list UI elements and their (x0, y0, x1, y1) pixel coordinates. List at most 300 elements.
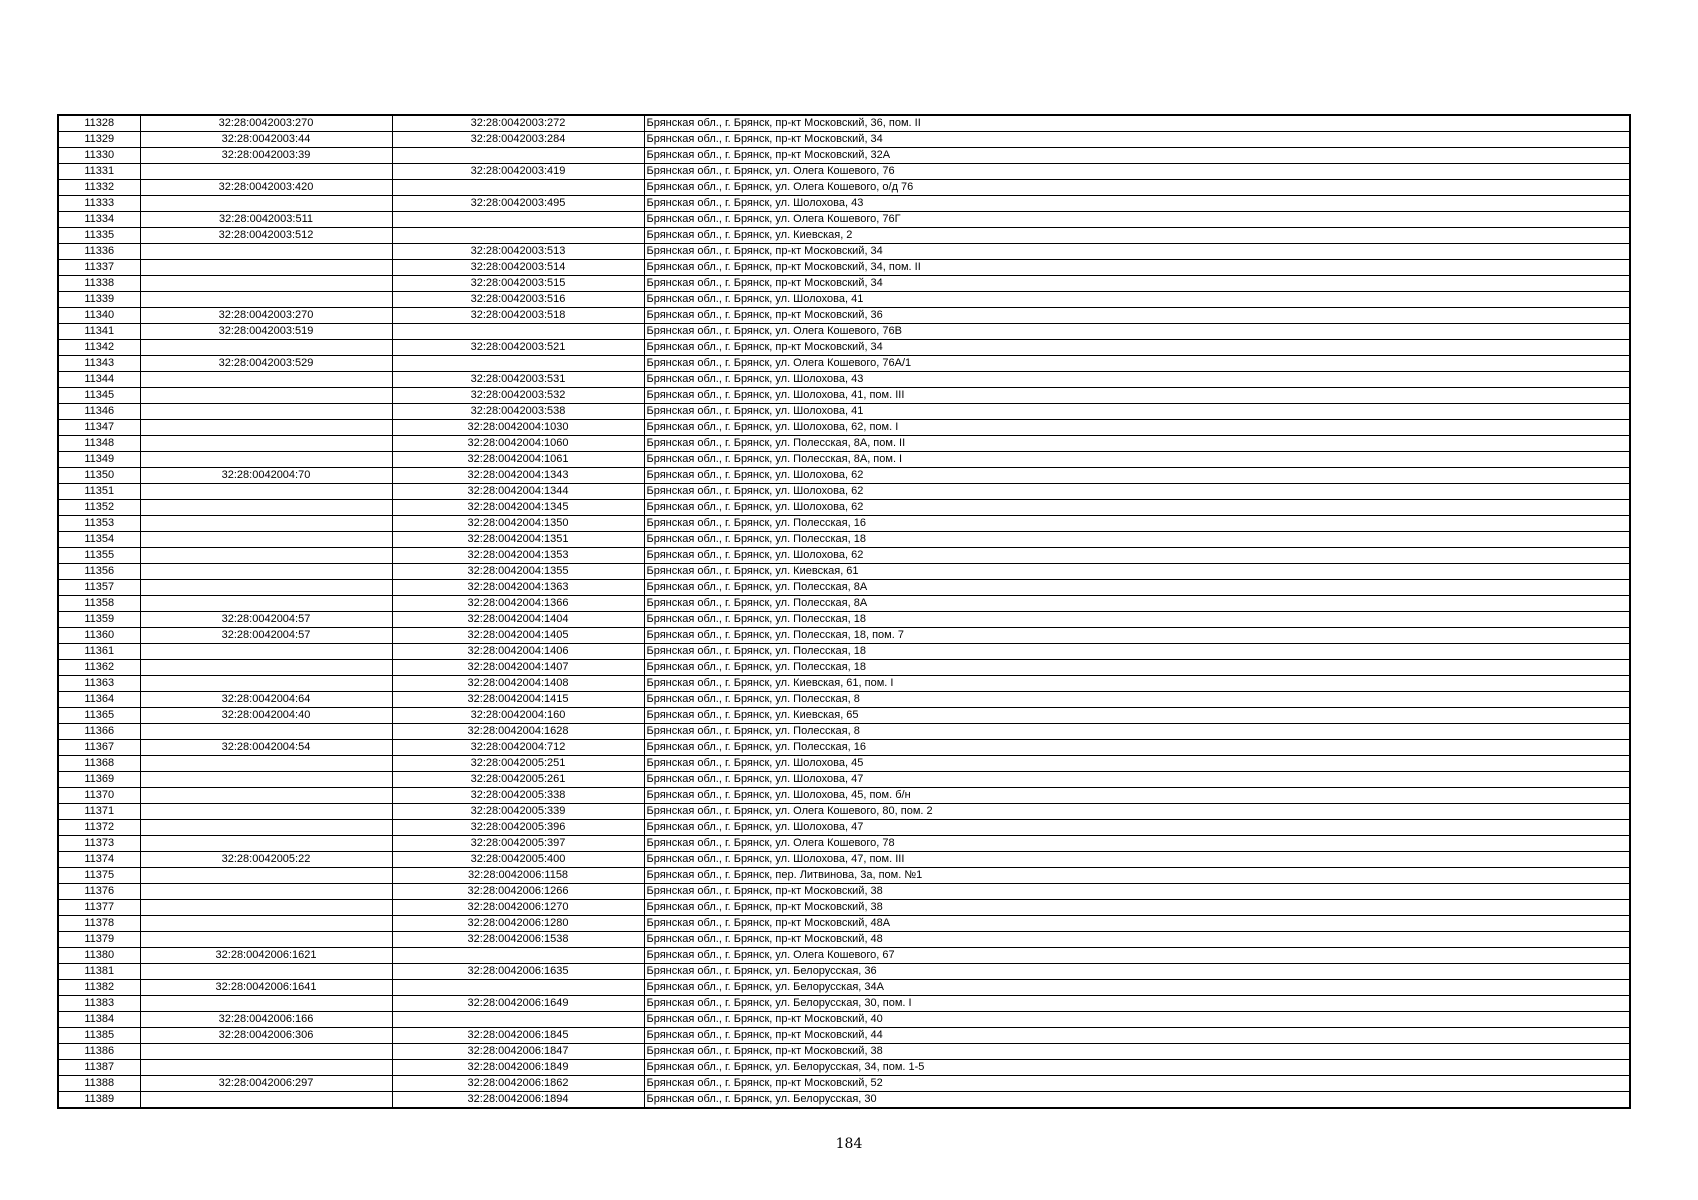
object-cadastral-cell: 32:28:0042004:1404 (392, 612, 644, 628)
table-row (58, 548, 1630, 564)
table-row (58, 404, 1630, 420)
object-cadastral-cell: 32:28:0042006:1894 (392, 1092, 644, 1109)
table-row (58, 564, 1630, 580)
object-cadastral-cell: 32:28:0042005:338 (392, 788, 644, 804)
row-number-cell: 11345 (58, 388, 140, 404)
address-cell: Брянская обл., г. Брянск, ул. Белорусская, 30, пом. I (644, 996, 1630, 1012)
address-cell: Брянская обл., г. Брянск, ул. Киевская, 65 (644, 708, 1630, 724)
row-number-cell: 11352 (58, 500, 140, 516)
row-number-cell: 11362 (58, 660, 140, 676)
row-number-cell: 11366 (58, 724, 140, 740)
row-number-cell: 11374 (58, 852, 140, 868)
row-number-cell: 11332 (58, 180, 140, 196)
object-cadastral-cell: 32:28:0042004:1353 (392, 548, 644, 564)
land-plot-cadastral-cell (140, 388, 392, 404)
row-number-cell: 11381 (58, 964, 140, 980)
object-cadastral-cell: 32:28:0042006:1158 (392, 868, 644, 884)
row-number-cell: 11364 (58, 692, 140, 708)
address-cell: Брянская обл., г. Брянск, ул. Шолохова, 41 (644, 404, 1630, 420)
row-number-cell: 11359 (58, 612, 140, 628)
row-number-cell: 11353 (58, 516, 140, 532)
row-number-cell: 11365 (58, 708, 140, 724)
register-table-body (58, 115, 1630, 1108)
address-cell: Брянская обл., г. Брянск, ул. Шолохова, 45 (644, 756, 1630, 772)
object-cadastral-cell: 32:28:0042003:538 (392, 404, 644, 420)
address-cell: Брянская обл., г. Брянск, пр-кт Московский, 52 (644, 1076, 1630, 1092)
table-row (58, 212, 1630, 228)
land-plot-cadastral-cell: 32:28:0042003:270 (140, 308, 392, 324)
land-plot-cadastral-cell (140, 420, 392, 436)
object-cadastral-cell: 32:28:0042003:518 (392, 308, 644, 324)
table-row (58, 788, 1630, 804)
table-row (58, 324, 1630, 340)
table-row (58, 628, 1630, 644)
table-row (58, 772, 1630, 788)
land-plot-cadastral-cell: 32:28:0042006:297 (140, 1076, 392, 1092)
table-row (58, 180, 1630, 196)
row-number-cell: 11358 (58, 596, 140, 612)
address-cell: Брянская обл., г. Брянск, ул. Олега Кошевого, 76В (644, 324, 1630, 340)
address-cell: Брянская обл., г. Брянск, ул. Полесская, 16 (644, 740, 1630, 756)
row-number-cell: 11370 (58, 788, 140, 804)
address-cell: Брянская обл., г. Брянск, ул. Киевская, 61 (644, 564, 1630, 580)
row-number-cell: 11333 (58, 196, 140, 212)
row-number-cell: 11388 (58, 1076, 140, 1092)
address-cell: Брянская обл., г. Брянск, ул. Шолохова, 62 (644, 548, 1630, 564)
object-cadastral-cell: 32:28:0042004:1408 (392, 676, 644, 692)
table-row (58, 228, 1630, 244)
land-plot-cadastral-cell: 32:28:0042004:57 (140, 628, 392, 644)
row-number-cell: 11330 (58, 148, 140, 164)
land-plot-cadastral-cell (140, 340, 392, 356)
address-cell: Брянская обл., г. Брянск, ул. Полесская, 16 (644, 516, 1630, 532)
object-cadastral-cell: 32:28:0042004:1061 (392, 452, 644, 468)
address-cell: Брянская обл., г. Брянск, ул. Олега Кошевого, 76А/1 (644, 356, 1630, 372)
land-plot-cadastral-cell (140, 772, 392, 788)
land-plot-cadastral-cell (140, 724, 392, 740)
object-cadastral-cell: 32:28:0042006:1538 (392, 932, 644, 948)
land-plot-cadastral-cell (140, 532, 392, 548)
address-cell: Брянская обл., г. Брянск, ул. Полесская, 18 (644, 532, 1630, 548)
row-number-cell: 11336 (58, 244, 140, 260)
table-row (58, 308, 1630, 324)
row-number-cell: 11372 (58, 820, 140, 836)
land-plot-cadastral-cell (140, 900, 392, 916)
object-cadastral-cell (392, 180, 644, 196)
land-plot-cadastral-cell (140, 276, 392, 292)
object-cadastral-cell: 32:28:0042004:160 (392, 708, 644, 724)
address-cell: Брянская обл., г. Брянск, ул. Белорусская, 36 (644, 964, 1630, 980)
row-number-cell: 11371 (58, 804, 140, 820)
object-cadastral-cell: 32:28:0042003:284 (392, 132, 644, 148)
land-plot-cadastral-cell: 32:28:0042003:512 (140, 228, 392, 244)
object-cadastral-cell: 32:28:0042006:1649 (392, 996, 644, 1012)
object-cadastral-cell: 32:28:0042005:397 (392, 836, 644, 852)
table-row (58, 1060, 1630, 1076)
row-number-cell: 11343 (58, 356, 140, 372)
row-number-cell: 11354 (58, 532, 140, 548)
row-number-cell: 11357 (58, 580, 140, 596)
land-plot-cadastral-cell (140, 164, 392, 180)
object-cadastral-cell (392, 1012, 644, 1028)
address-cell: Брянская обл., г. Брянск, ул. Шолохова, 43 (644, 372, 1630, 388)
land-plot-cadastral-cell (140, 836, 392, 852)
land-plot-cadastral-cell: 32:28:0042003:270 (140, 115, 392, 132)
address-cell: Брянская обл., г. Брянск, пр-кт Московский, 36, пом. II (644, 115, 1630, 132)
row-number-cell: 11377 (58, 900, 140, 916)
land-plot-cadastral-cell (140, 500, 392, 516)
row-number-cell: 11356 (58, 564, 140, 580)
object-cadastral-cell: 32:28:0042006:1845 (392, 1028, 644, 1044)
address-cell: Брянская обл., г. Брянск, ул. Шолохова, 45, пом. б/н (644, 788, 1630, 804)
object-cadastral-cell (392, 228, 644, 244)
address-cell: Брянская обл., г. Брянск, пр-кт Московский, 48 (644, 932, 1630, 948)
land-plot-cadastral-cell: 32:28:0042006:166 (140, 1012, 392, 1028)
object-cadastral-cell: 32:28:0042004:1344 (392, 484, 644, 500)
land-plot-cadastral-cell (140, 260, 392, 276)
row-number-cell: 11378 (58, 916, 140, 932)
land-plot-cadastral-cell (140, 868, 392, 884)
address-cell: Брянская обл., г. Брянск, ул. Полесская, 8А, пом. I (644, 452, 1630, 468)
row-number-cell: 11387 (58, 1060, 140, 1076)
address-cell: Брянская обл., г. Брянск, пр-кт Московский, 34 (644, 276, 1630, 292)
address-cell: Брянская обл., г. Брянск, ул. Олега Кошевого, 78 (644, 836, 1630, 852)
row-number-cell: 11360 (58, 628, 140, 644)
table-row (58, 932, 1630, 948)
row-number-cell: 11346 (58, 404, 140, 420)
object-cadastral-cell: 32:28:0042004:1363 (392, 580, 644, 596)
row-number-cell: 11328 (58, 115, 140, 132)
table-row (58, 884, 1630, 900)
row-number-cell: 11382 (58, 980, 140, 996)
object-cadastral-cell: 32:28:0042004:1355 (392, 564, 644, 580)
row-number-cell: 11341 (58, 324, 140, 340)
table-row (58, 292, 1630, 308)
table-row (58, 1012, 1630, 1028)
address-cell: Брянская обл., г. Брянск, ул. Полесская, 8 (644, 692, 1630, 708)
table-row (58, 580, 1630, 596)
object-cadastral-cell: 32:28:0042003:514 (392, 260, 644, 276)
object-cadastral-cell (392, 980, 644, 996)
land-plot-cadastral-cell: 32:28:0042003:39 (140, 148, 392, 164)
address-cell: Брянская обл., г. Брянск, ул. Шолохова, 62 (644, 500, 1630, 516)
land-plot-cadastral-cell: 32:28:0042004:40 (140, 708, 392, 724)
land-plot-cadastral-cell: 32:28:0042004:70 (140, 468, 392, 484)
address-cell: Брянская обл., г. Брянск, ул. Олега Кошевого, 67 (644, 948, 1630, 964)
land-plot-cadastral-cell (140, 884, 392, 900)
object-cadastral-cell: 32:28:0042003:531 (392, 372, 644, 388)
address-cell: Брянская обл., г. Брянск, ул. Белорусская, 34, пом. 1-5 (644, 1060, 1630, 1076)
table-row (58, 132, 1630, 148)
object-cadastral-cell: 32:28:0042004:1628 (392, 724, 644, 740)
object-cadastral-cell: 32:28:0042004:1350 (392, 516, 644, 532)
address-cell: Брянская обл., г. Брянск, ул. Полесская, 8 (644, 724, 1630, 740)
land-plot-cadastral-cell (140, 660, 392, 676)
table-row (58, 740, 1630, 756)
address-cell: Брянская обл., г. Брянск, пер. Литвинова, 3а, пом. №1 (644, 868, 1630, 884)
address-cell: Брянская обл., г. Брянск, ул. Белорусская, 34А (644, 980, 1630, 996)
table-row (58, 900, 1630, 916)
table-row (58, 948, 1630, 964)
land-plot-cadastral-cell: 32:28:0042003:529 (140, 356, 392, 372)
object-cadastral-cell: 32:28:0042004:1351 (392, 532, 644, 548)
address-cell: Брянская обл., г. Брянск, ул. Шолохова, 47, пом. III (644, 852, 1630, 868)
object-cadastral-cell: 32:28:0042005:400 (392, 852, 644, 868)
row-number-cell: 11351 (58, 484, 140, 500)
land-plot-cadastral-cell (140, 580, 392, 596)
table-row (58, 692, 1630, 708)
table-row (58, 516, 1630, 532)
address-cell: Брянская обл., г. Брянск, пр-кт Московский, 34 (644, 132, 1630, 148)
address-cell: Брянская обл., г. Брянск, пр-кт Московский, 34, пом. II (644, 260, 1630, 276)
address-cell: Брянская обл., г. Брянск, пр-кт Московский, 34 (644, 340, 1630, 356)
row-number-cell: 11386 (58, 1044, 140, 1060)
table-row (58, 644, 1630, 660)
object-cadastral-cell: 32:28:0042003:495 (392, 196, 644, 212)
address-cell: Брянская обл., г. Брянск, пр-кт Московский, 38 (644, 884, 1630, 900)
table-row (58, 1076, 1630, 1092)
table-row (58, 452, 1630, 468)
object-cadastral-cell: 32:28:0042006:1862 (392, 1076, 644, 1092)
row-number-cell: 11344 (58, 372, 140, 388)
object-cadastral-cell: 32:28:0042005:339 (392, 804, 644, 820)
object-cadastral-cell: 32:28:0042006:1635 (392, 964, 644, 980)
land-plot-cadastral-cell (140, 1044, 392, 1060)
land-plot-cadastral-cell (140, 372, 392, 388)
table-row (58, 532, 1630, 548)
object-cadastral-cell: 32:28:0042004:1060 (392, 436, 644, 452)
land-plot-cadastral-cell: 32:28:0042004:57 (140, 612, 392, 628)
address-cell: Брянская обл., г. Брянск, ул. Шолохова, 41, пом. III (644, 388, 1630, 404)
table-row (58, 196, 1630, 212)
address-cell: Брянская обл., г. Брянск, ул. Полесская, 18, пом. 7 (644, 628, 1630, 644)
row-number-cell: 11331 (58, 164, 140, 180)
table-row (58, 660, 1630, 676)
object-cadastral-cell: 32:28:0042003:419 (392, 164, 644, 180)
land-plot-cadastral-cell: 32:28:0042005:22 (140, 852, 392, 868)
table-row (58, 724, 1630, 740)
row-number-cell: 11379 (58, 932, 140, 948)
row-number-cell: 11334 (58, 212, 140, 228)
table-row (58, 612, 1630, 628)
table-row (58, 916, 1630, 932)
address-cell: Брянская обл., г. Брянск, ул. Шолохова, 62 (644, 484, 1630, 500)
address-cell: Брянская обл., г. Брянск, ул. Полесская, 18 (644, 644, 1630, 660)
land-plot-cadastral-cell (140, 452, 392, 468)
table-row (58, 244, 1630, 260)
table-row (58, 1044, 1630, 1060)
address-cell: Брянская обл., г. Брянск, ул. Шолохова, 43 (644, 196, 1630, 212)
row-number-cell: 11376 (58, 884, 140, 900)
row-number-cell: 11337 (58, 260, 140, 276)
land-plot-cadastral-cell: 32:28:0042003:519 (140, 324, 392, 340)
address-cell: Брянская обл., г. Брянск, ул. Киевская, 61, пом. I (644, 676, 1630, 692)
table-row (58, 596, 1630, 612)
land-plot-cadastral-cell (140, 916, 392, 932)
row-number-cell: 11375 (58, 868, 140, 884)
object-cadastral-cell: 32:28:0042003:272 (392, 115, 644, 132)
land-plot-cadastral-cell: 32:28:0042006:306 (140, 1028, 392, 1044)
land-plot-cadastral-cell (140, 516, 392, 532)
table-row (58, 820, 1630, 836)
table-row (58, 996, 1630, 1012)
row-number-cell: 11383 (58, 996, 140, 1012)
row-number-cell: 11355 (58, 548, 140, 564)
land-plot-cadastral-cell (140, 1060, 392, 1076)
row-number-cell: 11329 (58, 132, 140, 148)
land-plot-cadastral-cell: 32:28:0042003:420 (140, 180, 392, 196)
object-cadastral-cell: 32:28:0042006:1280 (392, 916, 644, 932)
land-plot-cadastral-cell (140, 932, 392, 948)
land-plot-cadastral-cell: 32:28:0042003:511 (140, 212, 392, 228)
row-number-cell: 11349 (58, 452, 140, 468)
table-row (58, 164, 1630, 180)
object-cadastral-cell: 32:28:0042004:1405 (392, 628, 644, 644)
row-number-cell: 11385 (58, 1028, 140, 1044)
row-number-cell: 11389 (58, 1092, 140, 1109)
address-cell: Брянская обл., г. Брянск, ул. Шолохова, 62 (644, 468, 1630, 484)
address-cell: Брянская обл., г. Брянск, ул. Шолохова, 47 (644, 820, 1630, 836)
row-number-cell: 11348 (58, 436, 140, 452)
row-number-cell: 11380 (58, 948, 140, 964)
address-cell: Брянская обл., г. Брянск, пр-кт Московский, 48А (644, 916, 1630, 932)
object-cadastral-cell: 32:28:0042006:1847 (392, 1044, 644, 1060)
address-cell: Брянская обл., г. Брянск, ул. Белорусская, 30 (644, 1092, 1630, 1109)
row-number-cell: 11338 (58, 276, 140, 292)
land-plot-cadastral-cell (140, 596, 392, 612)
table-row (58, 964, 1630, 980)
land-plot-cadastral-cell (140, 564, 392, 580)
row-number-cell: 11342 (58, 340, 140, 356)
row-number-cell: 11368 (58, 756, 140, 772)
object-cadastral-cell (392, 212, 644, 228)
table-row (58, 500, 1630, 516)
address-cell: Брянская обл., г. Брянск, ул. Шолохова, 47 (644, 772, 1630, 788)
table-row (58, 468, 1630, 484)
table-row (58, 804, 1630, 820)
address-cell: Брянская обл., г. Брянск, ул. Киевская, 2 (644, 228, 1630, 244)
object-cadastral-cell: 32:28:0042004:1406 (392, 644, 644, 660)
object-cadastral-cell (392, 324, 644, 340)
object-cadastral-cell: 32:28:0042004:1345 (392, 500, 644, 516)
object-cadastral-cell (392, 948, 644, 964)
object-cadastral-cell: 32:28:0042003:515 (392, 276, 644, 292)
address-cell: Брянская обл., г. Брянск, пр-кт Московский, 44 (644, 1028, 1630, 1044)
address-cell: Брянская обл., г. Брянск, ул. Шолохова, 62, пом. I (644, 420, 1630, 436)
table-row (58, 340, 1630, 356)
land-plot-cadastral-cell (140, 676, 392, 692)
object-cadastral-cell: 32:28:0042004:1343 (392, 468, 644, 484)
address-cell: Брянская обл., г. Брянск, ул. Полесская, 8А, пом. II (644, 436, 1630, 452)
land-plot-cadastral-cell (140, 244, 392, 260)
address-cell: Брянская обл., г. Брянск, пр-кт Московский, 40 (644, 1012, 1630, 1028)
table-row (58, 420, 1630, 436)
land-plot-cadastral-cell: 32:28:0042006:1641 (140, 980, 392, 996)
land-plot-cadastral-cell: 32:28:0042003:44 (140, 132, 392, 148)
table-row (58, 836, 1630, 852)
land-plot-cadastral-cell (140, 788, 392, 804)
land-plot-cadastral-cell (140, 964, 392, 980)
address-cell: Брянская обл., г. Брянск, пр-кт Московский, 38 (644, 1044, 1630, 1060)
land-plot-cadastral-cell (140, 436, 392, 452)
table-row (58, 115, 1630, 132)
table-row (58, 708, 1630, 724)
address-cell: Брянская обл., г. Брянск, ул. Полесская, 8А (644, 596, 1630, 612)
row-number-cell: 11384 (58, 1012, 140, 1028)
object-cadastral-cell: 32:28:0042003:521 (392, 340, 644, 356)
land-plot-cadastral-cell (140, 484, 392, 500)
table-row (58, 852, 1630, 868)
object-cadastral-cell: 32:28:0042004:1030 (392, 420, 644, 436)
land-plot-cadastral-cell: 32:28:0042004:54 (140, 740, 392, 756)
land-plot-cadastral-cell: 32:28:0042006:1621 (140, 948, 392, 964)
object-cadastral-cell: 32:28:0042006:1849 (392, 1060, 644, 1076)
address-cell: Брянская обл., г. Брянск, пр-кт Московский, 32А (644, 148, 1630, 164)
land-plot-cadastral-cell (140, 644, 392, 660)
table-row (58, 980, 1630, 996)
table-row (58, 1092, 1630, 1109)
table-row (58, 676, 1630, 692)
object-cadastral-cell: 32:28:0042004:712 (392, 740, 644, 756)
land-plot-cadastral-cell (140, 548, 392, 564)
page-number: 184 (835, 1136, 863, 1152)
row-number-cell: 11339 (58, 292, 140, 308)
address-cell: Брянская обл., г. Брянск, пр-кт Московский, 36 (644, 308, 1630, 324)
row-number-cell: 11369 (58, 772, 140, 788)
land-plot-cadastral-cell (140, 756, 392, 772)
address-cell: Брянская обл., г. Брянск, пр-кт Московский, 34 (644, 244, 1630, 260)
land-plot-cadastral-cell (140, 292, 392, 308)
table-row (58, 436, 1630, 452)
address-cell: Брянская обл., г. Брянск, ул. Полесская, 18 (644, 612, 1630, 628)
table-row (58, 372, 1630, 388)
row-number-cell: 11373 (58, 836, 140, 852)
object-cadastral-cell: 32:28:0042003:516 (392, 292, 644, 308)
address-cell: Брянская обл., г. Брянск, ул. Полесская, 8А (644, 580, 1630, 596)
land-plot-cadastral-cell (140, 804, 392, 820)
table-row (58, 388, 1630, 404)
table-row (58, 1028, 1630, 1044)
table-row (58, 148, 1630, 164)
object-cadastral-cell: 32:28:0042005:396 (392, 820, 644, 836)
row-number-cell: 11350 (58, 468, 140, 484)
table-row (58, 484, 1630, 500)
object-cadastral-cell: 32:28:0042003:513 (392, 244, 644, 260)
table-row (58, 276, 1630, 292)
row-number-cell: 11335 (58, 228, 140, 244)
object-cadastral-cell: 32:28:0042005:261 (392, 772, 644, 788)
table-row (58, 356, 1630, 372)
row-number-cell: 11367 (58, 740, 140, 756)
address-cell: Брянская обл., г. Брянск, ул. Олега Кошевого, о/д 76 (644, 180, 1630, 196)
land-plot-cadastral-cell (140, 996, 392, 1012)
land-plot-cadastral-cell (140, 196, 392, 212)
address-cell: Брянская обл., г. Брянск, ул. Шолохова, 41 (644, 292, 1630, 308)
land-plot-cadastral-cell (140, 820, 392, 836)
row-number-cell: 11363 (58, 676, 140, 692)
object-cadastral-cell: 32:28:0042005:251 (392, 756, 644, 772)
row-number-cell: 11347 (58, 420, 140, 436)
land-plot-cadastral-cell: 32:28:0042004:64 (140, 692, 392, 708)
object-cadastral-cell: 32:28:0042006:1266 (392, 884, 644, 900)
row-number-cell: 11340 (58, 308, 140, 324)
address-cell: Брянская обл., г. Брянск, ул. Олега Кошевого, 80, пом. 2 (644, 804, 1630, 820)
object-cadastral-cell: 32:28:0042004:1366 (392, 596, 644, 612)
object-cadastral-cell (392, 148, 644, 164)
table-row (58, 260, 1630, 276)
object-cadastral-cell (392, 356, 644, 372)
address-cell: Брянская обл., г. Брянск, пр-кт Московский, 38 (644, 900, 1630, 916)
